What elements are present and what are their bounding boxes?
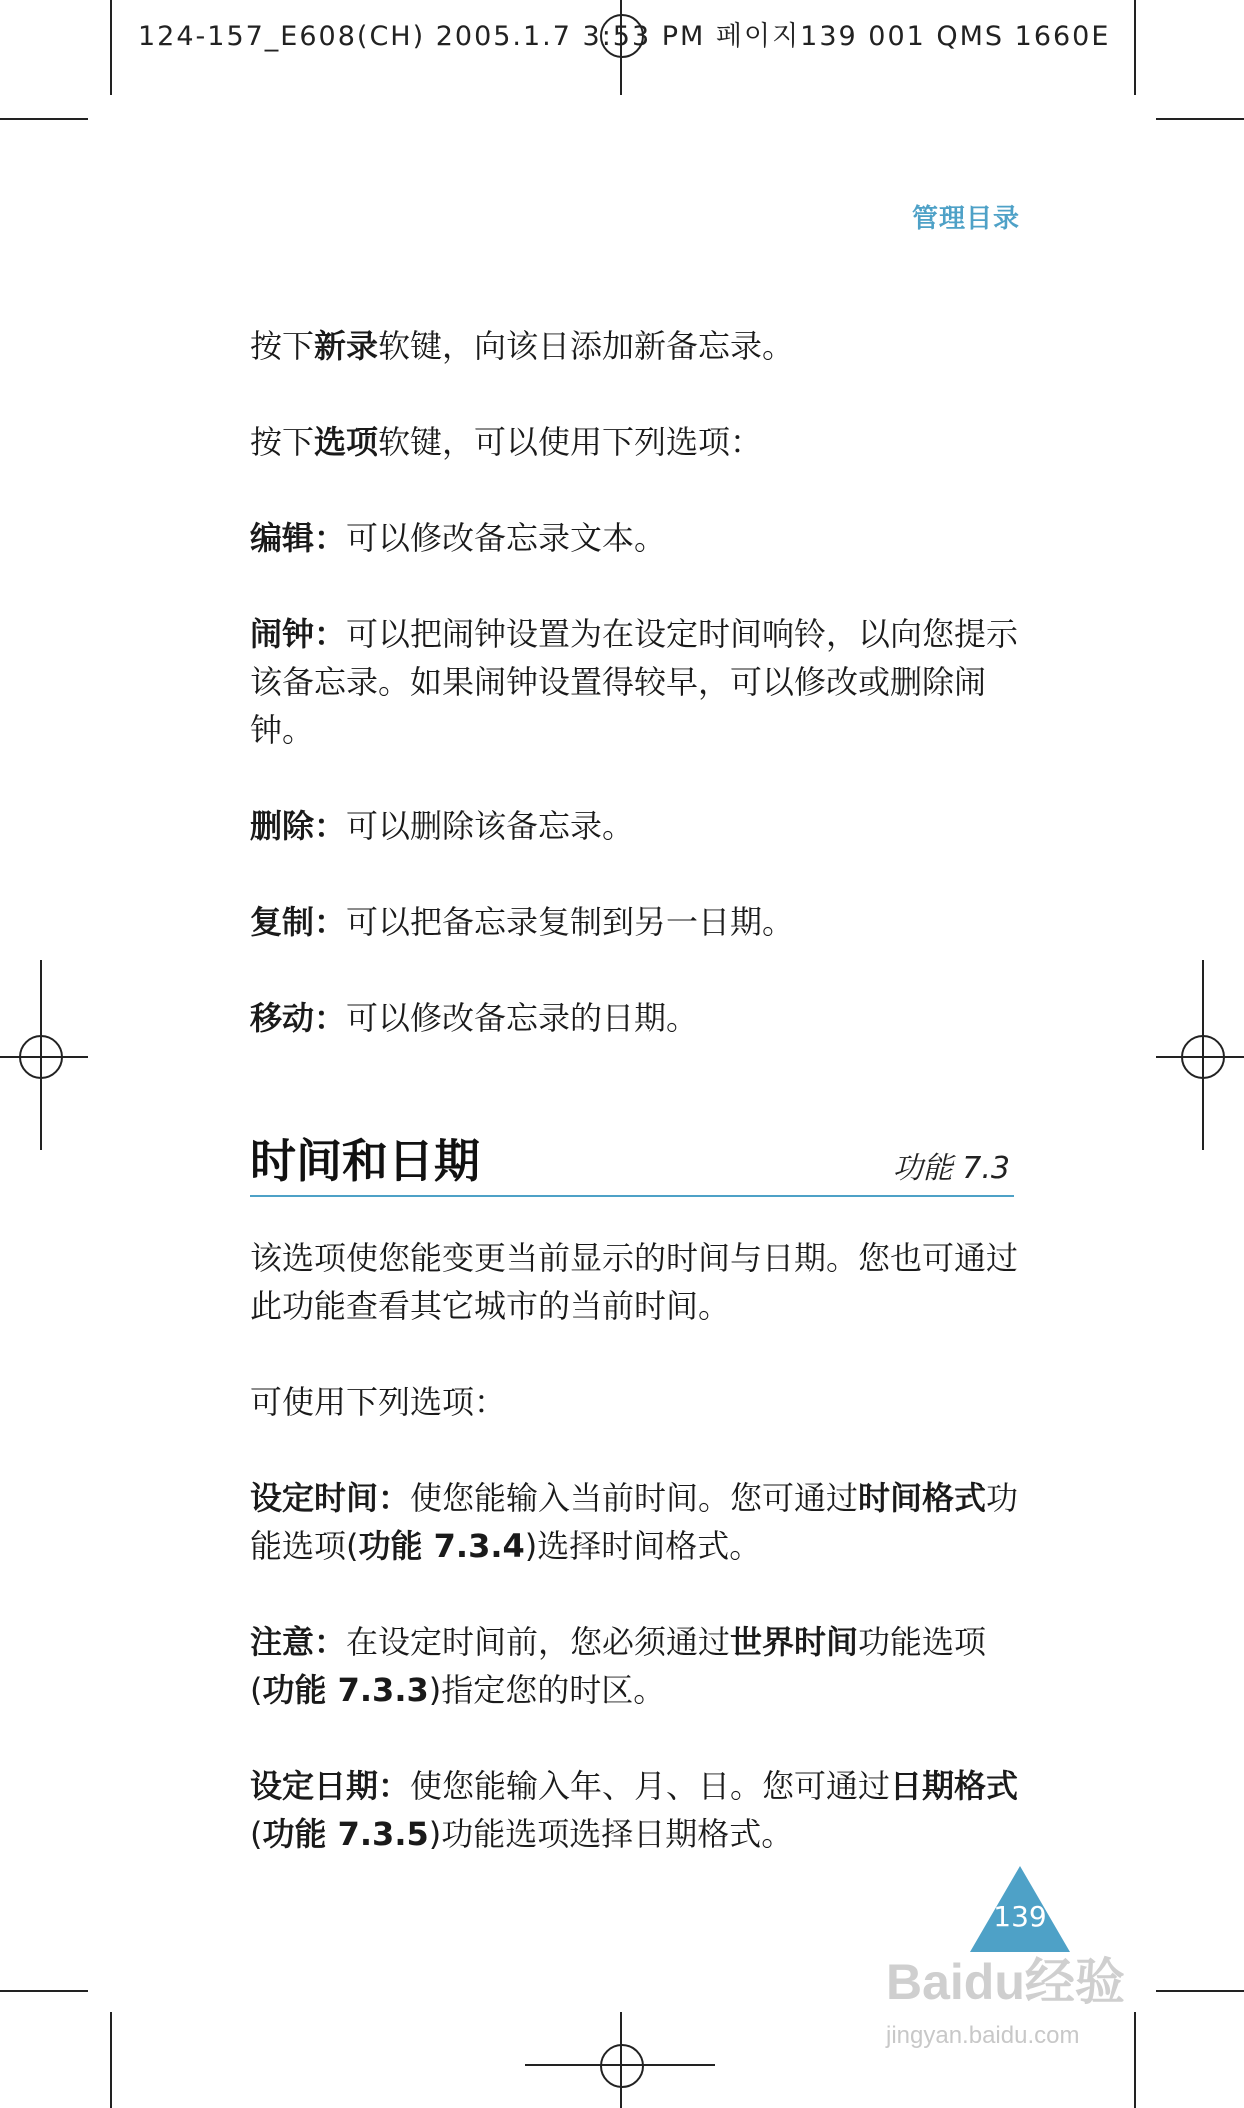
crop-mark <box>110 0 112 95</box>
option-edit: 编辑：可以修改备忘录文本。 <box>250 519 667 557</box>
section-title: 时间和日期 <box>250 1134 480 1188</box>
option-set-time: 设定时间：使您能输入当前时间。您可通过时间格式功能选项(功能 7.3.4)选择时间格式。 <box>250 1479 1019 1565</box>
page-header: 管理目录 <box>912 204 1021 234</box>
option-delete: 删除：可以删除该备忘录。 <box>250 807 635 845</box>
crop-mark <box>1134 2012 1136 2108</box>
content-upper <box>250 322 1022 370</box>
options-intro: 可使用下列选项： <box>250 1383 507 1421</box>
paragraph: 按下新录软键，向该日添加新备忘录。 <box>250 327 795 365</box>
section-header <box>250 1125 1014 1197</box>
crop-mark <box>110 2012 112 2108</box>
section-intro: 该选项使您能变更当前显示的时间与日期。您也可通过此功能查看其它城市的当前时间。 <box>250 1239 1019 1325</box>
page-number: 139 <box>993 1900 1047 1933</box>
option-alarm: 闹钟：可以把闹钟设置为在设定时间响铃，以向您提示该备忘录。如果闹钟设置得较早，可以修改或删除闹钟。 <box>250 615 1019 749</box>
content-upper <box>250 418 1022 466</box>
option-set-date: 设定日期：使您能输入年、月、日。您可通过日期格式(功能 7.3.5)功能选项选择日期格式。 <box>250 1767 1019 1853</box>
option-move: 移动：可以修改备忘录的日期。 <box>250 999 699 1037</box>
registration-mark <box>1181 1035 1225 1079</box>
watermark-url: jingyan.baidu.com <box>886 2022 1080 2049</box>
crop-mark <box>1156 1990 1244 1992</box>
print-slug: 124-157_E608(CH) 2005.1.7 3:53 PM 페이지139 001 QMS 1660E <box>138 21 1111 52</box>
paragraph: 按下选项软键，可以使用下列选项： <box>250 423 763 461</box>
note: 注意：在设定时间前，您必须通过世界时间功能选项(功能 7.3.3)指定您的时区。 <box>250 1623 987 1709</box>
function-reference: 功能 7.3 <box>892 1151 1010 1186</box>
registration-mark <box>600 2044 644 2088</box>
crop-mark <box>0 118 88 120</box>
crop-mark <box>1134 0 1136 95</box>
option-copy: 复制：可以把备忘录复制到另一日期。 <box>250 903 795 941</box>
registration-mark <box>19 1035 63 1079</box>
crop-mark <box>1156 118 1244 120</box>
watermark-logo: Baidu经验 <box>886 1954 1125 2010</box>
crop-mark <box>0 1990 88 1992</box>
